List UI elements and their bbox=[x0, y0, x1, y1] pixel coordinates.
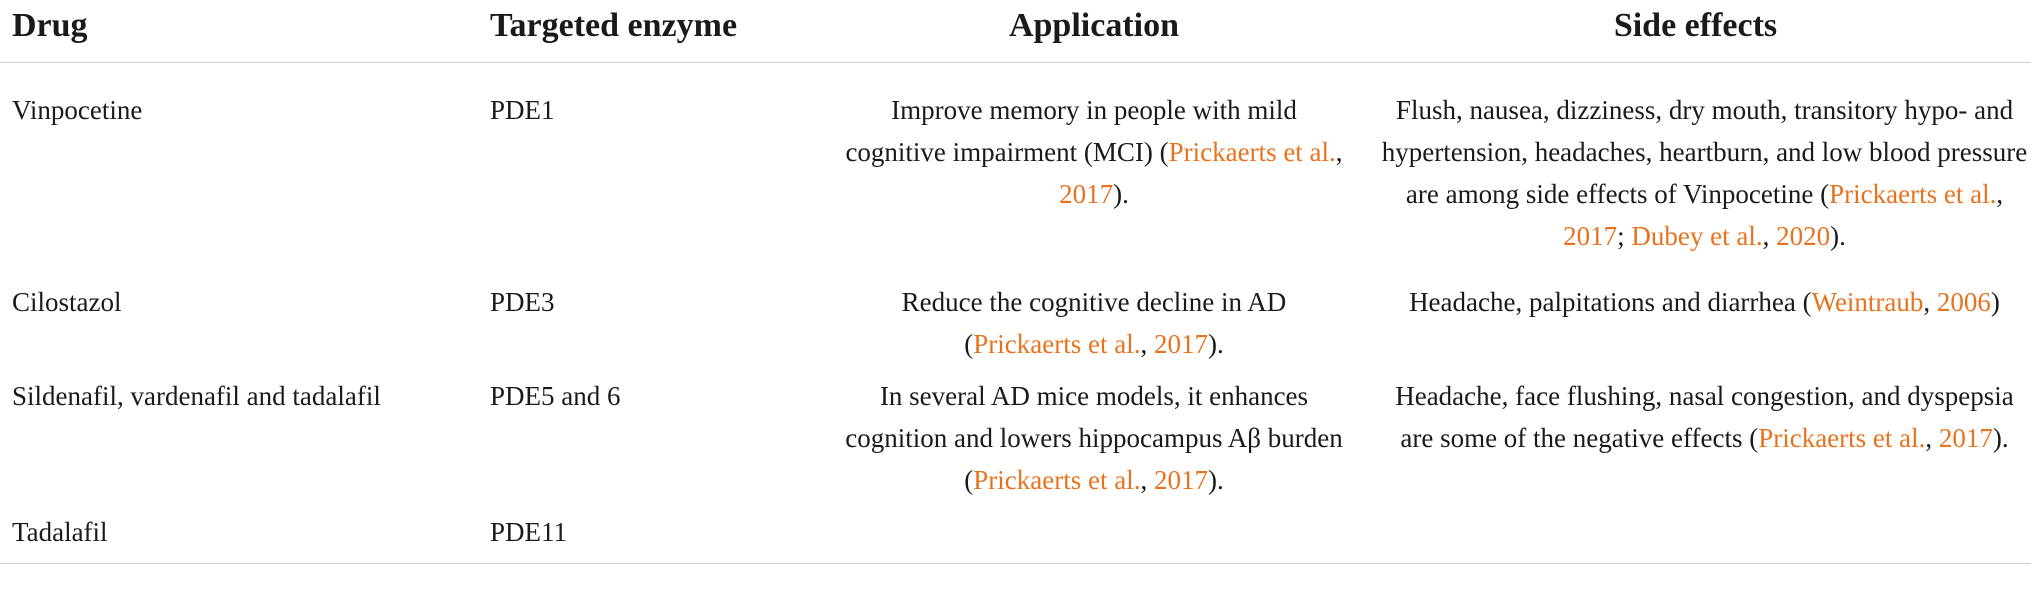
reference-year-link[interactable]: 2017 bbox=[1153, 465, 1208, 495]
table-row bbox=[0, 63, 2031, 282]
header-row bbox=[0, 0, 2031, 63]
reference-link[interactable]: Dubey et al. bbox=[1631, 221, 1763, 251]
reference-year-link[interactable]: 2006 bbox=[1936, 287, 1991, 317]
drug-cell: Vinpocetine bbox=[12, 95, 143, 125]
side-effects-text: , bbox=[1923, 287, 1937, 317]
reference-link[interactable]: Prickaerts et al. bbox=[1758, 423, 1926, 453]
side-effects-cell bbox=[1360, 511, 2031, 564]
application-cell bbox=[828, 281, 1360, 375]
side-effects-text: , bbox=[1996, 179, 2004, 209]
side-effects-cell bbox=[1360, 281, 2031, 375]
reference-year-link[interactable]: 2017 bbox=[1563, 221, 1618, 251]
header-side-effects: Side effects bbox=[1360, 0, 2031, 63]
header-application: Application bbox=[828, 0, 1360, 63]
table-row bbox=[0, 375, 2031, 511]
drug-cell: Tadalafil bbox=[0, 511, 478, 564]
table-row bbox=[0, 511, 2031, 564]
side-effects-text: ; bbox=[1617, 221, 1632, 251]
side-effects-text: Headache, palpitations and diarrhea ( bbox=[1409, 287, 1812, 317]
enzyme-cell: PDE3 bbox=[490, 287, 555, 317]
side-effects-text: Headache, face flushing, nasal congestion, and dyspepsia are some of the negative effects ( bbox=[1395, 381, 2014, 453]
application-cell bbox=[828, 375, 1360, 511]
side-effects-text: ). bbox=[1830, 221, 1846, 251]
side-effects-text: ) bbox=[1990, 287, 2000, 317]
reference-link[interactable]: Prickaerts et al. bbox=[1168, 137, 1336, 167]
side-effects-text: Flush, nausea, dizziness, dry mouth, transitory hypo- and hypertension, headaches, heartburn, and low blood pressure are among side effects of Vinpocetine ( bbox=[1381, 95, 2028, 209]
drug-cell: Cilostazol bbox=[12, 287, 122, 317]
reference-link[interactable]: Prickaerts et al. bbox=[973, 465, 1141, 495]
application-text: ). bbox=[1207, 465, 1224, 495]
reference-link[interactable]: Prickaerts et al. bbox=[973, 329, 1141, 359]
application-text: Reduce the cognitive decline in AD ( bbox=[901, 287, 1287, 359]
application-text: ). bbox=[1113, 179, 1129, 209]
reference-year-link[interactable]: 2017 bbox=[1153, 329, 1208, 359]
table-row bbox=[0, 281, 2031, 375]
reference-year-link[interactable]: 2017 bbox=[1938, 423, 1993, 453]
application-text: , bbox=[1140, 465, 1154, 495]
application-text: ). bbox=[1207, 329, 1224, 359]
application-text: , bbox=[1335, 137, 1343, 167]
application-text: , bbox=[1140, 329, 1154, 359]
enzyme-cell: PDE11 bbox=[478, 511, 828, 564]
reference-link[interactable]: Prickaerts et al. bbox=[1829, 179, 1997, 209]
application-text: Improve memory in people with mild cognitive impairment (MCI) ( bbox=[845, 95, 1297, 167]
drug-cell: Sildenafil, vardenafil and tadalafil bbox=[12, 381, 381, 411]
side-effects-cell bbox=[1360, 63, 2031, 282]
header-targeted-enzyme: Targeted enzyme bbox=[478, 0, 828, 63]
enzyme-cell: PDE1 bbox=[490, 95, 555, 125]
reference-year-link[interactable]: 2017 bbox=[1059, 179, 1114, 209]
side-effects-text: ). bbox=[1992, 423, 2009, 453]
application-text: In several AD mice models, it enhances cognition and lowers hippocampus Aβ burden ( bbox=[845, 381, 1343, 495]
application-cell bbox=[828, 63, 1360, 282]
side-effects-cell bbox=[1360, 375, 2031, 511]
side-effects-text: , bbox=[1762, 221, 1777, 251]
header-drug: Drug bbox=[0, 0, 478, 63]
reference-link[interactable]: Weintraub bbox=[1811, 287, 1924, 317]
enzyme-cell: PDE5 and 6 bbox=[490, 381, 621, 411]
side-effects-text: , bbox=[1925, 423, 1939, 453]
reference-year-link[interactable]: 2020 bbox=[1776, 221, 1831, 251]
application-cell bbox=[828, 511, 1360, 564]
